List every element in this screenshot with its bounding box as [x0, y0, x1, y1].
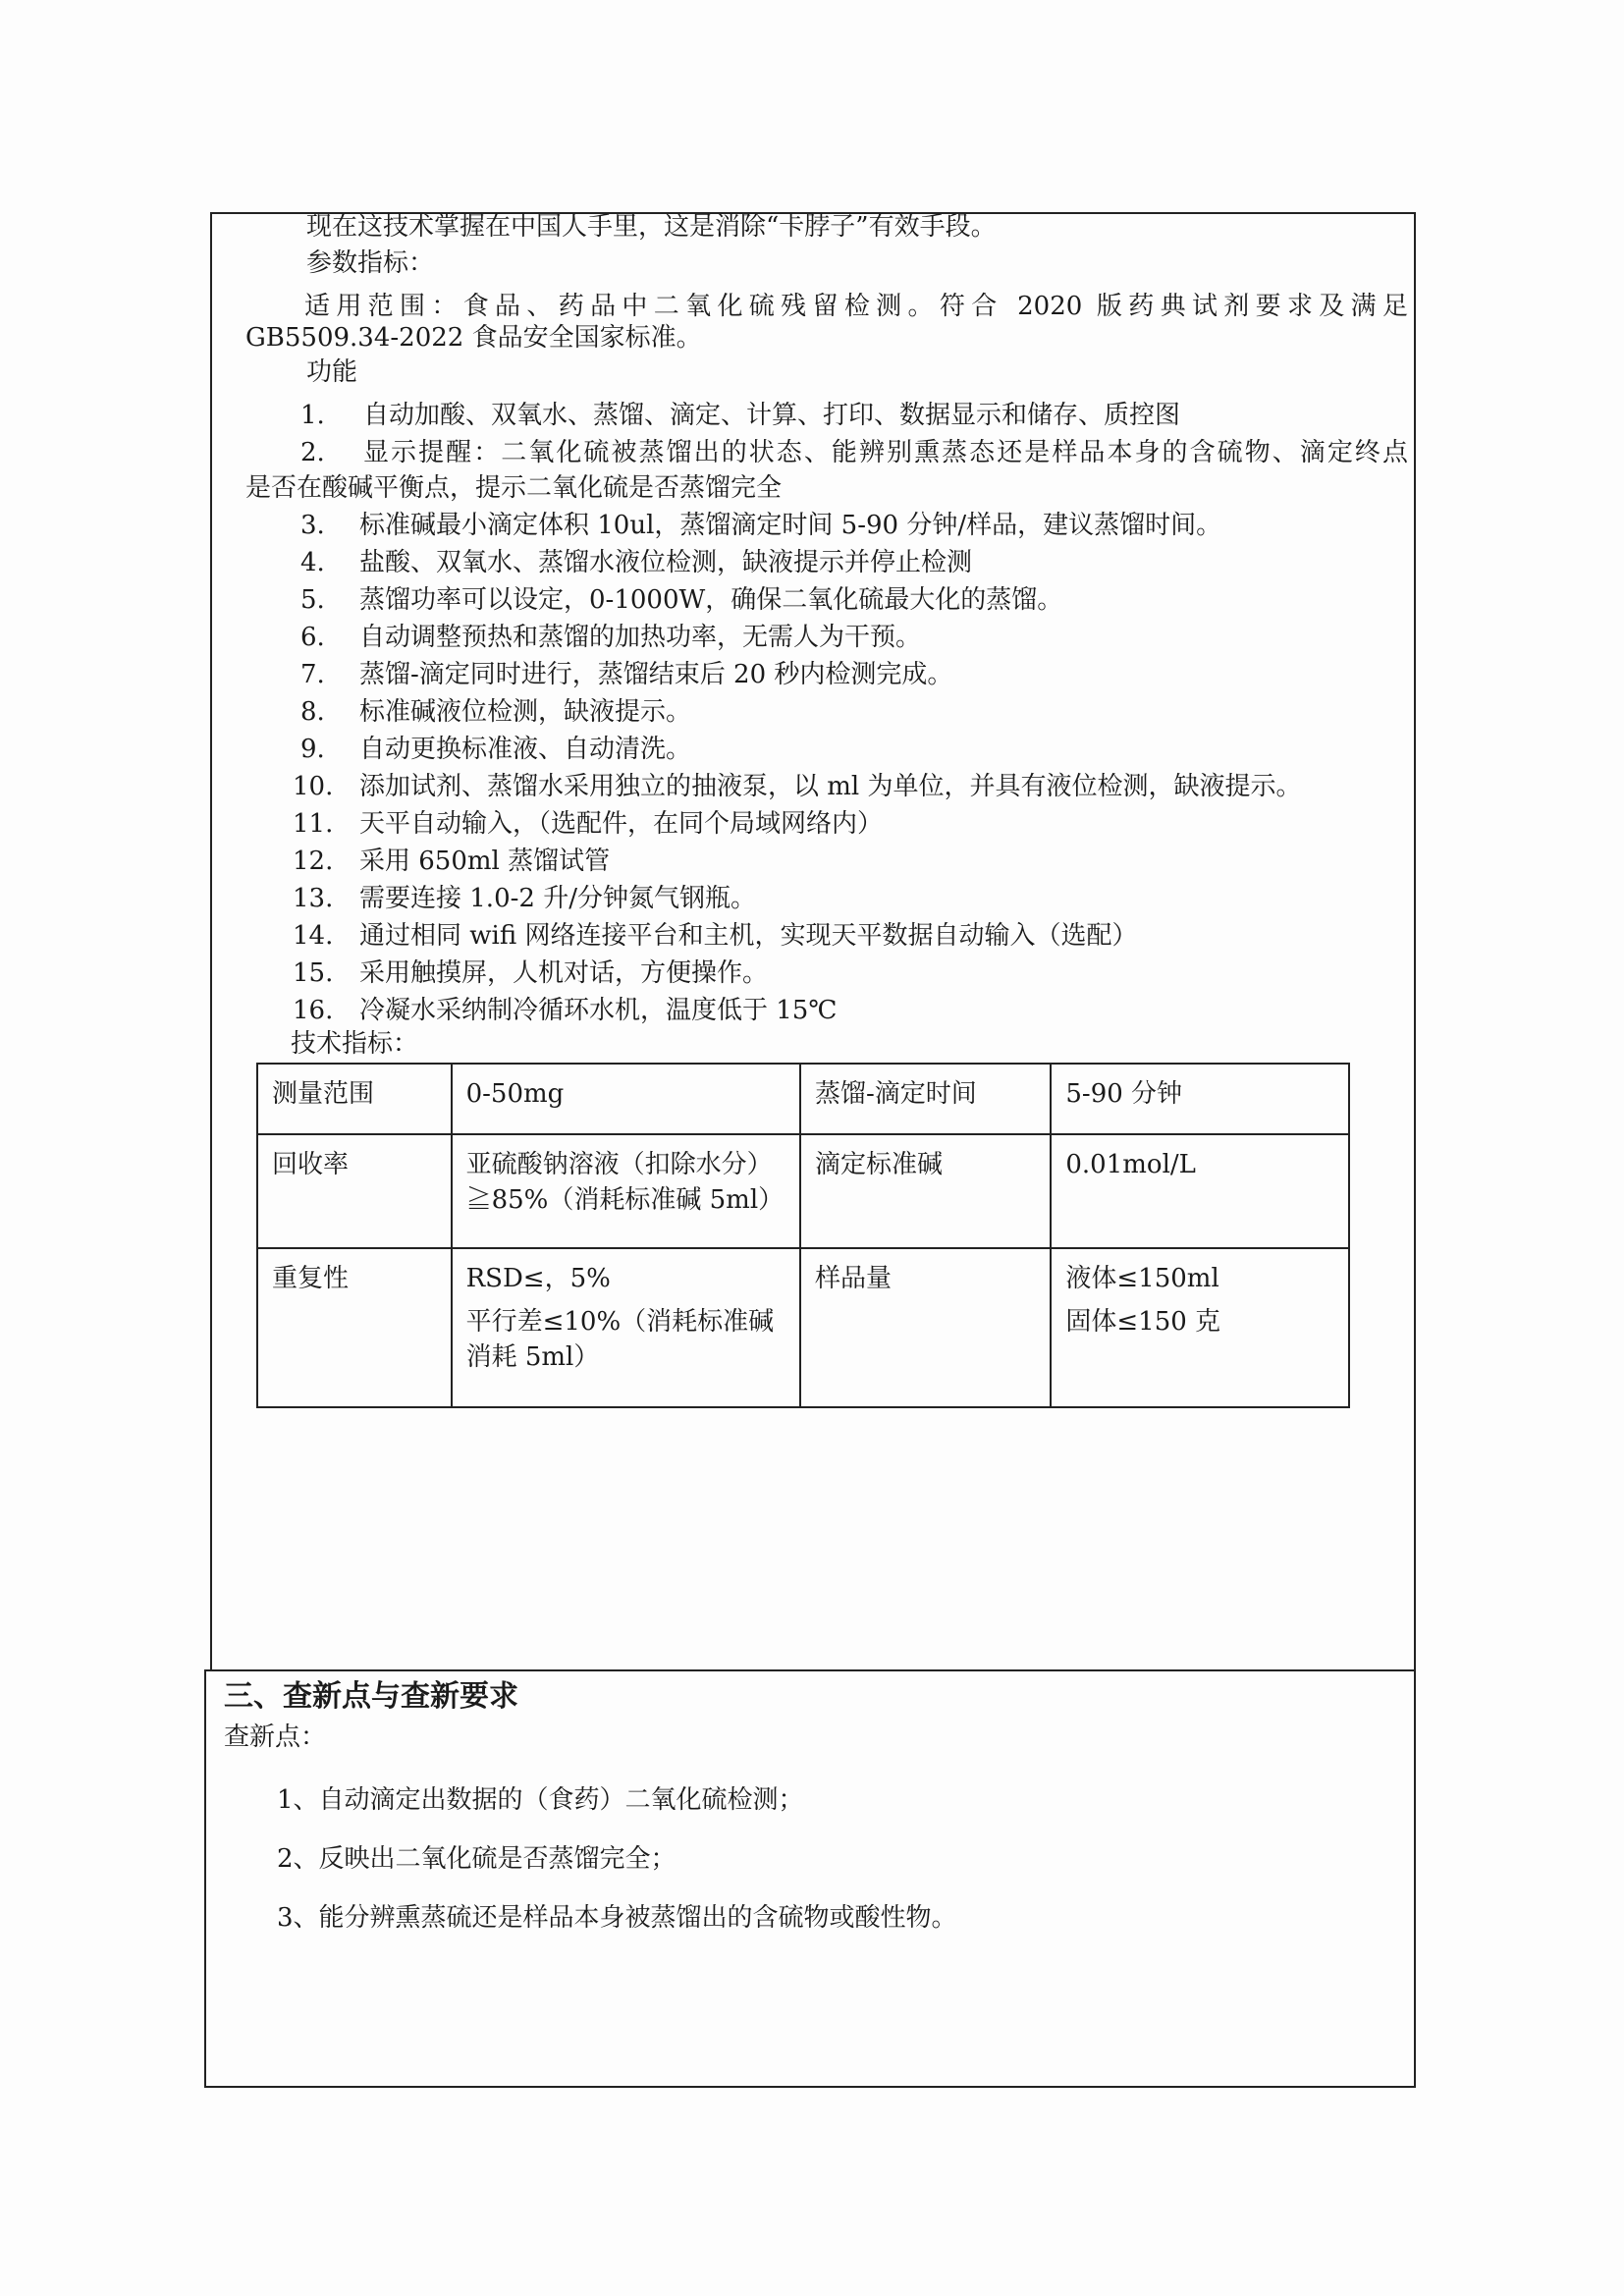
list-item-number: 1.	[300, 401, 325, 430]
list-item: 1、自动滴定出数据的（食药）二氧化硫检测；	[277, 1785, 804, 1815]
list-item: 显示提醒：二氧化硫被蒸馏出的状态、能辨别熏蒸态还是样品本身的含硫物、滴定终点	[363, 438, 1408, 467]
table-cell: 滴定标准碱	[800, 1134, 1051, 1248]
list-item-number: 6.	[300, 623, 325, 652]
list-item: 天平自动输入，（选配件，在同个局域网络内）	[359, 809, 884, 839]
list-item: 标准碱最小滴定体积 10ul，蒸馏滴定时间 5-90 分钟/样品，建议蒸馏时间。	[359, 511, 1222, 540]
list-item-number: 16.	[293, 996, 334, 1025]
list-item: 采用 650ml 蒸馏试管	[359, 847, 611, 876]
list-item: 自动调整预热和蒸馏的加热功率，无需人为干预。	[359, 623, 922, 652]
list-item: 自动加酸、双氧水、蒸馏、滴定、计算、打印、数据显示和储存、质控图	[363, 401, 1181, 430]
function-label: 功能	[306, 357, 358, 387]
scope-line-2: GB5509.34-2022 食品安全国家标准。	[245, 323, 702, 353]
list-item-number: 4.	[300, 548, 325, 577]
list-item: 盐酸、双氧水、蒸馏水液位检测，缺液提示并停止检测	[359, 548, 973, 577]
list-item-number: 12.	[293, 847, 334, 876]
list-item: 蒸馏-滴定同时进行，蒸馏结束后 20 秒内检测完成。	[359, 660, 953, 689]
list-item-number: 8.	[300, 697, 325, 727]
cell-line: 平行差≤10%（消耗标准碱	[465, 1307, 775, 1337]
table-cell: 回收率	[257, 1134, 452, 1248]
table-cell: 5-90 分钟	[1051, 1064, 1349, 1134]
list-item-continuation: 是否在酸碱平衡点，提示二氧化硫是否蒸馏完全	[245, 473, 783, 503]
list-item-number: 11.	[293, 809, 334, 839]
list-item-number: 3.	[300, 511, 325, 540]
list-item-number: 2.	[300, 438, 325, 467]
table-cell: 测量范围	[257, 1064, 452, 1134]
cell-line: 固体≤150 克	[1065, 1307, 1221, 1337]
table-cell: 0.01mol/L	[1051, 1134, 1349, 1248]
list-item: 标准碱液位检测，缺液提示。	[359, 697, 692, 727]
list-item: 3、能分辨熏蒸硫还是样品本身被蒸馏出的含硫物或酸性物。	[277, 1903, 957, 1933]
list-item: 蒸馏功率可以设定，0-1000W，确保二氧化硫最大化的蒸馏。	[359, 585, 1063, 615]
list-item-number: 13.	[293, 884, 334, 913]
param-label: 参数指标：	[306, 248, 435, 278]
list-item: 2、反映出二氧化硫是否蒸馏完全；	[277, 1844, 677, 1874]
table-cell	[452, 1134, 800, 1248]
scope-line-1: 适用范围：食品、药品中二氧化硫残留检测。符合 2020 版药典试剂要求及满足	[304, 292, 1408, 321]
table-row	[257, 1134, 1349, 1248]
spec-table	[256, 1063, 1350, 1408]
list-item-number: 7.	[300, 660, 325, 689]
section-title: 三、查新点与查新要求	[224, 1679, 518, 1714]
list-item-number: 5.	[300, 585, 325, 615]
list-item-number: 9.	[300, 735, 325, 764]
table-cell: 0-50mg	[452, 1064, 800, 1134]
table-cell	[1051, 1248, 1349, 1407]
cell-line: 消耗 5ml）	[465, 1342, 600, 1372]
list-item: 冷凝水采纳制冷循环水机，温度低于 15℃	[359, 996, 838, 1025]
list-item: 需要连接 1.0-2 升/分钟氮气钢瓶。	[359, 884, 756, 913]
cell-line: 亚硫酸钠溶液（扣除水分）	[465, 1150, 773, 1179]
list-item: 通过相同 wifi 网络连接平台和主机，实现天平数据自动输入（选配）	[359, 921, 1138, 951]
list-item-number: 15.	[293, 958, 334, 988]
list-item-number: 10.	[293, 772, 334, 801]
tech-label: 技术指标：	[291, 1029, 419, 1059]
table-cell: 蒸馏-滴定时间	[800, 1064, 1051, 1134]
content-frame-lower	[204, 1669, 1416, 2088]
list-item: 采用触摸屏，人机对话，方便操作。	[359, 958, 769, 988]
intro-line: 现在这技术掌握在中国人手里，这是消除“卡脖子”有效手段。	[306, 212, 997, 242]
cell-line: RSD≤，5%	[465, 1264, 611, 1293]
list-item-number: 14.	[293, 921, 334, 951]
section-label: 查新点：	[224, 1722, 327, 1752]
table-cell: 重复性	[257, 1248, 452, 1407]
table-row	[257, 1064, 1349, 1134]
list-item: 添加试剂、蒸馏水采用独立的抽液泵，以 ml 为单位，并具有液位检测，缺液提示。	[359, 772, 1302, 801]
list-item: 自动更换标准液、自动清洗。	[359, 735, 692, 764]
cell-line: 液体≤150ml	[1065, 1264, 1219, 1293]
cell-line: ≧85%（消耗标准碱 5ml）	[465, 1185, 785, 1215]
table-row	[257, 1248, 1349, 1407]
table-cell: 样品量	[800, 1248, 1051, 1407]
table-cell	[452, 1248, 800, 1407]
